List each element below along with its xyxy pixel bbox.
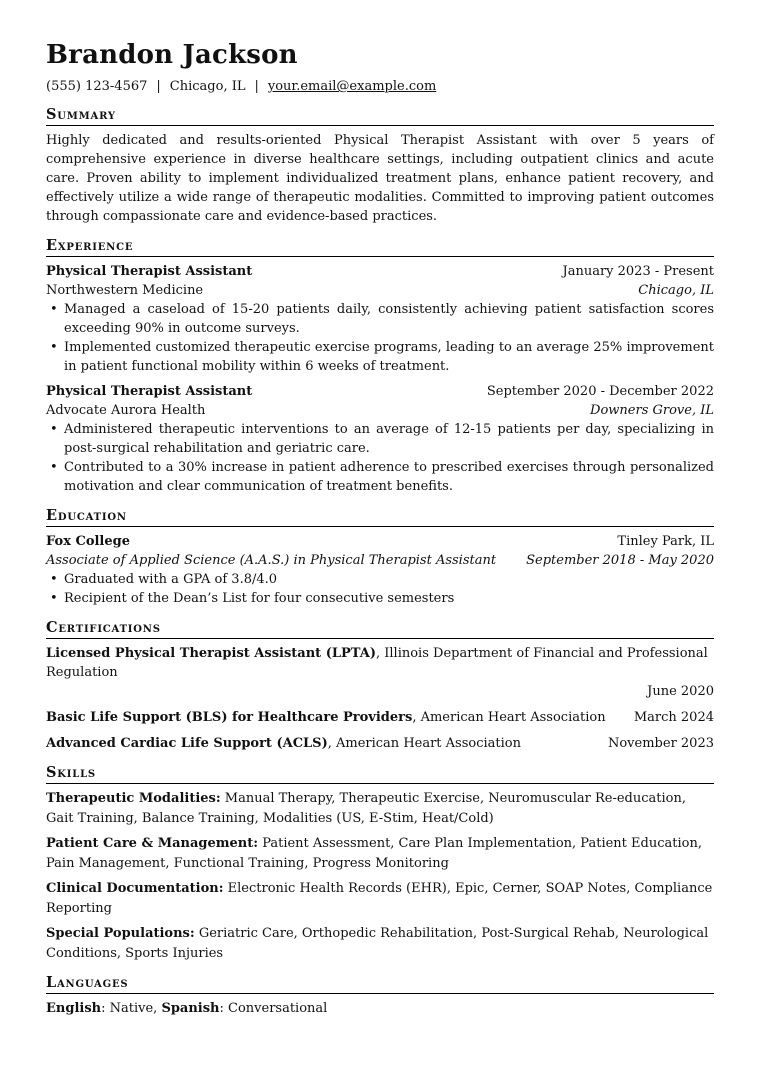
skill-group <box>46 924 714 963</box>
school-location: Tinley Park, IL <box>617 534 714 549</box>
certification-name: Advanced Cardiac Life Support (ACLS) <box>46 736 328 751</box>
skill-text: Patient Assessment, Care Plan Implementation, Patient Education, Pain Management, Functional Training, Progress Monitoring <box>46 836 702 871</box>
bullet-icon: • <box>50 340 58 355</box>
certifications-section <box>46 619 714 753</box>
list-item: • Implemented customized therapeutic exercise programs, leading to an average 25% improvement in patient functional mobility within 6 weeks of treatment. <box>50 340 714 374</box>
summary-text: Highly dedicated and results-oriented Physical Therapist Assistant with over 5 years of comprehensive experience in diverse healthcare settings, including outpatient clinics and acute care. Proven ability to implement individualized treatment plans, enhance patient recovery, and effectively utilize a wide range of therapeutic modalities. Committed to improving patient outcomes through compassionate care and evidence-based practices. <box>46 133 714 224</box>
skill-group <box>46 789 714 828</box>
job-title: Physical Therapist Assistant <box>46 384 253 399</box>
language-name: English <box>46 1001 102 1016</box>
skill-text: Geriatric Care, Orthopedic Rehabilitation, Post-Surgical Rehab, Neurological Conditions, Sports Injuries <box>46 926 709 961</box>
skill-text: Manual Therapy, Therapeutic Exercise, Neuromuscular Re-education, Gait Training, Balance Training, Modalities (US, E-Stim, Heat/Cold) <box>46 791 686 826</box>
bullet-icon: • <box>50 422 58 437</box>
job-title: Physical Therapist Assistant <box>46 264 253 279</box>
company-name: Advocate Aurora Health <box>46 403 206 418</box>
list-item: • Contributed to a 30% increase in patient adherence to prescribed exercises through personalized motivation and clear communication of treatment benefits. <box>50 460 714 494</box>
list-item: • Managed a caseload of 15-20 patients daily, consistently achieving patient satisfaction scores exceeding 90% in outcome surveys. <box>50 302 714 336</box>
skill-group <box>46 879 714 918</box>
certification-date: March 2024 <box>633 710 714 725</box>
certification-item <box>46 644 714 701</box>
certification-name: Basic Life Support (BLS) for Healthcare Providers <box>46 710 413 725</box>
bullet-icon: • <box>50 302 58 317</box>
list-item: • Recipient of the Dean’s List for four consecutive semesters <box>50 591 455 606</box>
job-location: Downers Grove, IL <box>590 403 714 418</box>
job-location: Chicago, IL <box>638 283 714 298</box>
school-name: Fox College <box>46 534 130 549</box>
languages-section <box>46 974 714 1018</box>
contact-line <box>46 78 714 95</box>
language-level: : Conversational <box>219 1001 328 1016</box>
section-title-certifications: Certifications <box>46 619 714 639</box>
certification-item <box>46 708 714 727</box>
certification-issuer: , American Heart Association <box>327 736 521 751</box>
contact-separator: | <box>156 79 161 94</box>
job-dates: January 2023 - Present <box>562 264 714 279</box>
phone-number: (555) 123-4567 <box>46 79 148 94</box>
certification-name: Licensed Physical Therapist Assistant (LPTA) <box>46 646 376 661</box>
experience-section <box>46 237 714 496</box>
certification-item <box>46 734 714 753</box>
certification-issuer: , American Heart Association <box>412 710 606 725</box>
skill-label: Patient Care & Management: <box>46 836 259 851</box>
job-bullets <box>46 300 714 376</box>
experience-entry <box>46 382 714 496</box>
certification-date: June 2020 <box>647 684 714 699</box>
job-bullets <box>46 420 714 496</box>
section-title-education: Education <box>46 507 714 527</box>
skills-section <box>46 764 714 963</box>
company-name: Northwestern Medicine <box>46 283 204 298</box>
skill-label: Special Populations: <box>46 926 195 941</box>
skill-label: Clinical Documentation: <box>46 881 224 896</box>
skill-group <box>46 834 714 873</box>
section-title-experience: Experience <box>46 237 714 257</box>
education-bullets <box>46 570 714 608</box>
certification-date: November 2023 <box>607 736 714 751</box>
job-dates: September 2020 - December 2022 <box>486 384 714 399</box>
location: Chicago, IL <box>169 79 246 94</box>
resume-page <box>46 40 714 1018</box>
summary-section <box>46 106 714 226</box>
languages-line <box>46 999 714 1018</box>
candidate-name: Brandon Jackson <box>46 40 298 70</box>
skill-label: Therapeutic Modalities: <box>46 791 221 806</box>
section-title-languages: Languages <box>46 974 714 994</box>
experience-entry <box>46 262 714 376</box>
section-title-summary: Summary <box>46 106 714 126</box>
section-title-skills: Skills <box>46 764 714 784</box>
education-dates: September 2018 - May 2020 <box>526 553 714 568</box>
language-level: : Native, <box>101 1001 162 1016</box>
contact-separator: | <box>254 79 259 94</box>
language-name: Spanish <box>161 1001 220 1016</box>
email-link[interactable]: your.email@example.com <box>267 79 437 94</box>
degree-name: Associate of Applied Science (A.A.S.) in Physical Therapist Assistant <box>46 553 497 568</box>
list-item: • Graduated with a GPA of 3.8/4.0 <box>50 572 278 587</box>
education-section <box>46 507 714 608</box>
skill-text: Electronic Health Records (EHR), Epic, Cerner, SOAP Notes, Compliance Reporting <box>46 881 713 916</box>
bullet-icon: • <box>50 572 58 587</box>
list-item: • Administered therapeutic interventions to an average of 12-15 patients per day, specializing in post-surgical rehabilitation and geriatric care. <box>50 422 714 456</box>
certification-issuer: , Illinois Department of Financial and Professional Regulation <box>46 646 708 680</box>
bullet-icon: • <box>50 460 58 475</box>
bullet-icon: • <box>50 591 58 606</box>
